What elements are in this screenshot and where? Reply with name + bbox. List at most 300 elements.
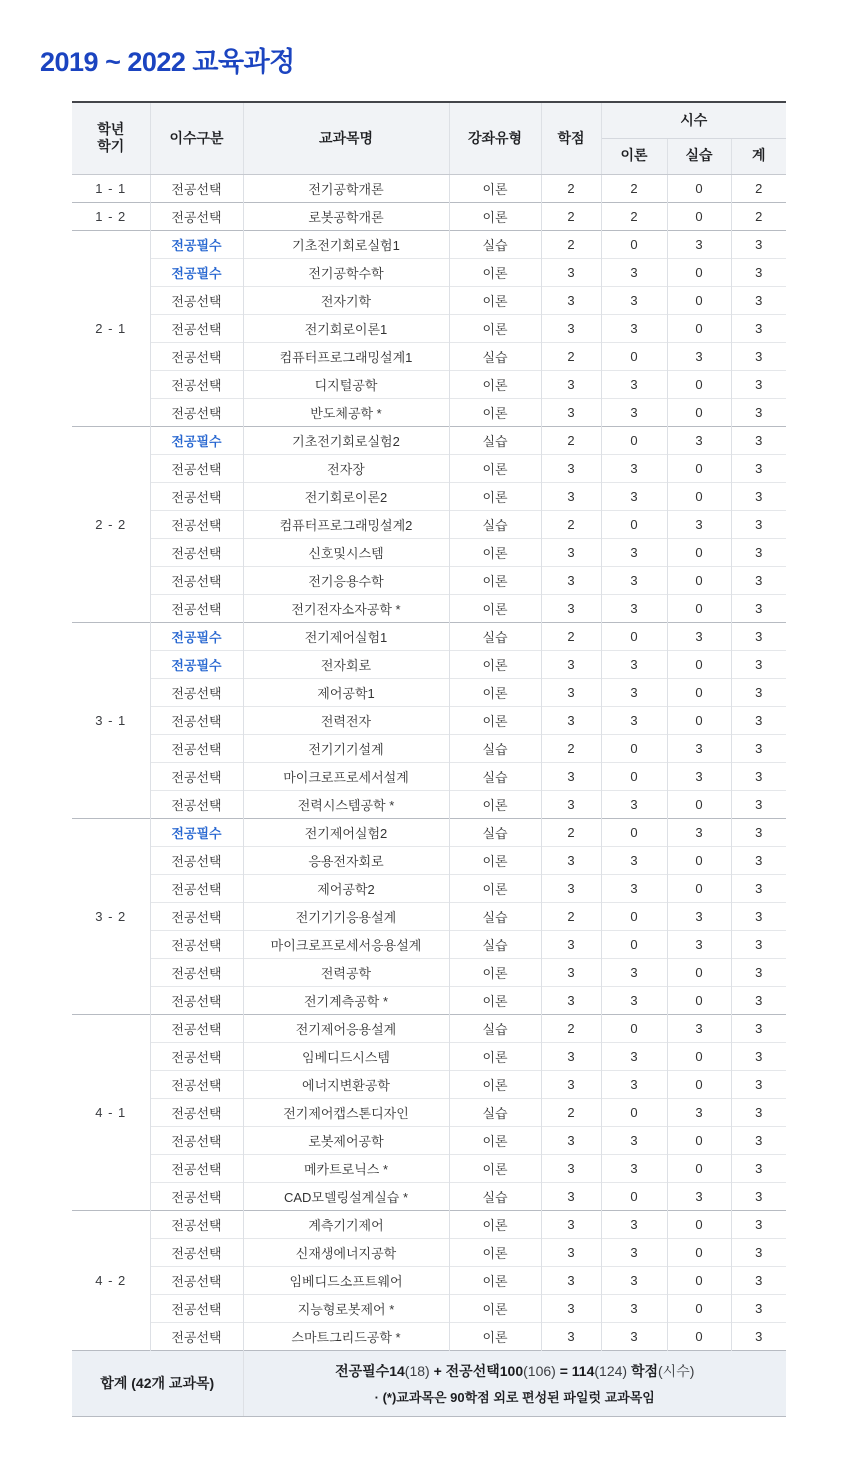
col-header-semester-line1: 학년 — [97, 120, 125, 137]
practice-hours-cell: 3 — [667, 622, 731, 650]
theory-hours-cell: 3 — [601, 874, 667, 902]
course-row — [72, 1098, 786, 1126]
credit-cell: 2 — [541, 174, 601, 202]
theory-hours-cell: 3 — [601, 1154, 667, 1182]
theory-hours-cell: 3 — [601, 1070, 667, 1098]
total-hours-cell: 3 — [731, 426, 786, 454]
credit-cell: 3 — [541, 1126, 601, 1154]
course-type-cell: 전공선택 — [150, 734, 243, 762]
course-row — [72, 650, 786, 678]
practice-hours-cell: 3 — [667, 930, 731, 958]
course-row — [72, 1294, 786, 1322]
lecture-type-cell: 실습 — [449, 230, 541, 258]
total-hours-cell: 3 — [731, 846, 786, 874]
lecture-type-cell: 이론 — [449, 986, 541, 1014]
course-name-cell: 전기제어캡스톤디자인 — [243, 1098, 449, 1126]
theory-hours-cell: 3 — [601, 846, 667, 874]
course-row — [72, 1238, 786, 1266]
course-row — [72, 1322, 786, 1350]
course-row — [72, 790, 786, 818]
course-row — [72, 1210, 786, 1238]
lecture-type-cell: 이론 — [449, 1154, 541, 1182]
course-type-cell: 전공선택 — [150, 566, 243, 594]
theory-hours-cell: 2 — [601, 202, 667, 230]
practice-hours-cell: 3 — [667, 762, 731, 790]
practice-hours-cell: 0 — [667, 594, 731, 622]
col-header-hours: 시수 — [601, 102, 786, 138]
total-hours-cell: 3 — [731, 1294, 786, 1322]
summary-note: · (*)교과목은 90학점 외로 편성된 파일럿 교과목임 — [374, 1389, 655, 1405]
course-type-cell: 전공선택 — [150, 174, 243, 202]
summary-formula-segment: (시수) — [658, 1362, 695, 1379]
course-type-cell: 전공필수 — [150, 426, 243, 454]
course-type-cell: 전공선택 — [150, 398, 243, 426]
course-name-cell: 컴퓨터프로그래밍설계1 — [243, 342, 449, 370]
lecture-type-cell: 실습 — [449, 762, 541, 790]
course-row — [72, 762, 786, 790]
course-name-cell: 전기제어응용설계 — [243, 1014, 449, 1042]
semester-cell: 3 - 1 — [72, 622, 150, 818]
lecture-type-cell: 이론 — [449, 538, 541, 566]
theory-hours-cell: 3 — [601, 650, 667, 678]
credit-cell: 3 — [541, 790, 601, 818]
summary-formula-segment: 114 — [571, 1362, 595, 1379]
semester-cell: 1 - 1 — [72, 174, 150, 202]
semester-cell: 3 - 2 — [72, 818, 150, 1014]
summary-formula-segment: + — [429, 1362, 446, 1379]
practice-hours-cell: 0 — [667, 650, 731, 678]
practice-hours-cell: 3 — [667, 342, 731, 370]
col-header-credits: 학점 — [541, 102, 601, 174]
lecture-type-cell: 실습 — [449, 342, 541, 370]
lecture-type-cell: 실습 — [449, 930, 541, 958]
theory-hours-cell: 3 — [601, 790, 667, 818]
lecture-type-cell: 이론 — [449, 482, 541, 510]
course-row — [72, 1182, 786, 1210]
practice-hours-cell: 3 — [667, 426, 731, 454]
total-hours-cell: 3 — [731, 986, 786, 1014]
total-hours-cell: 3 — [731, 958, 786, 986]
credit-cell: 3 — [541, 1266, 601, 1294]
course-row — [72, 230, 786, 258]
total-hours-cell: 3 — [731, 1238, 786, 1266]
total-hours-cell: 3 — [731, 286, 786, 314]
course-type-cell: 전공선택 — [150, 510, 243, 538]
course-type-cell: 전공선택 — [150, 286, 243, 314]
course-type-cell: 전공선택 — [150, 902, 243, 930]
practice-hours-cell: 0 — [667, 1042, 731, 1070]
credit-cell: 2 — [541, 622, 601, 650]
theory-hours-cell: 0 — [601, 902, 667, 930]
course-type-cell: 전공필수 — [150, 230, 243, 258]
total-hours-cell: 3 — [731, 1210, 786, 1238]
practice-hours-cell: 3 — [667, 734, 731, 762]
total-hours-cell: 3 — [731, 1154, 786, 1182]
course-row — [72, 1154, 786, 1182]
theory-hours-cell: 3 — [601, 1238, 667, 1266]
credit-cell: 3 — [541, 286, 601, 314]
practice-hours-cell: 0 — [667, 706, 731, 734]
practice-hours-cell: 0 — [667, 258, 731, 286]
summary-formula — [244, 1361, 787, 1381]
total-hours-cell: 3 — [731, 706, 786, 734]
credit-cell: 3 — [541, 958, 601, 986]
practice-hours-cell: 3 — [667, 1182, 731, 1210]
semester-cell: 1 - 2 — [72, 202, 150, 230]
theory-hours-cell: 3 — [601, 986, 667, 1014]
lecture-type-cell: 이론 — [449, 286, 541, 314]
credit-cell: 3 — [541, 482, 601, 510]
course-type-cell: 전공선택 — [150, 958, 243, 986]
lecture-type-cell: 이론 — [449, 174, 541, 202]
credit-cell: 3 — [541, 1042, 601, 1070]
theory-hours-cell: 2 — [601, 174, 667, 202]
credit-cell: 2 — [541, 1014, 601, 1042]
course-type-cell: 전공선택 — [150, 1322, 243, 1350]
lecture-type-cell: 이론 — [449, 1294, 541, 1322]
course-type-cell: 전공선택 — [150, 762, 243, 790]
practice-hours-cell: 0 — [667, 958, 731, 986]
credit-cell: 2 — [541, 1098, 601, 1126]
total-hours-cell: 3 — [731, 342, 786, 370]
theory-hours-cell: 0 — [601, 342, 667, 370]
total-hours-cell: 3 — [731, 566, 786, 594]
theory-hours-cell: 3 — [601, 706, 667, 734]
total-count-label: 합계 (42개 교과목) — [72, 1350, 243, 1416]
practice-hours-cell: 0 — [667, 174, 731, 202]
theory-hours-cell: 3 — [601, 1294, 667, 1322]
course-name-cell: 에너지변환공학 — [243, 1070, 449, 1098]
col-header-course-name: 교과목명 — [243, 102, 449, 174]
course-row — [72, 174, 786, 202]
lecture-type-cell: 이론 — [449, 706, 541, 734]
practice-hours-cell: 3 — [667, 230, 731, 258]
total-hours-cell: 3 — [731, 650, 786, 678]
course-row — [72, 818, 786, 846]
total-hours-cell: 3 — [731, 930, 786, 958]
total-hours-cell: 3 — [731, 370, 786, 398]
course-name-cell: 제어공학1 — [243, 678, 449, 706]
course-name-cell: 임베디드시스템 — [243, 1042, 449, 1070]
theory-hours-cell: 0 — [601, 622, 667, 650]
total-hours-cell: 3 — [731, 818, 786, 846]
lecture-type-cell: 이론 — [449, 314, 541, 342]
course-row — [72, 986, 786, 1014]
credit-cell: 3 — [541, 1070, 601, 1098]
course-row — [72, 426, 786, 454]
lecture-type-cell: 이론 — [449, 370, 541, 398]
theory-hours-cell: 3 — [601, 1126, 667, 1154]
lecture-type-cell: 이론 — [449, 398, 541, 426]
course-row — [72, 454, 786, 482]
course-row — [72, 286, 786, 314]
course-type-cell: 전공선택 — [150, 1266, 243, 1294]
course-name-cell: 전기회로이론1 — [243, 314, 449, 342]
course-row — [72, 1042, 786, 1070]
col-header-course-type: 이수구분 — [150, 102, 243, 174]
course-row — [72, 902, 786, 930]
practice-hours-cell: 0 — [667, 538, 731, 566]
semester-cell: 4 - 2 — [72, 1210, 150, 1350]
lecture-type-cell: 실습 — [449, 1098, 541, 1126]
course-name-cell: 전기회로이론2 — [243, 482, 449, 510]
course-name-cell: 전력시스템공학 * — [243, 790, 449, 818]
course-name-cell: 컴퓨터프로그래밍설계2 — [243, 510, 449, 538]
theory-hours-cell: 0 — [601, 762, 667, 790]
lecture-type-cell: 실습 — [449, 818, 541, 846]
theory-hours-cell: 0 — [601, 1182, 667, 1210]
credit-cell: 3 — [541, 258, 601, 286]
course-name-cell: 전기제어실험1 — [243, 622, 449, 650]
course-name-cell: 신호및시스템 — [243, 538, 449, 566]
total-hours-cell: 3 — [731, 230, 786, 258]
summary-formula-segment: 전공선택100 — [445, 1362, 524, 1379]
total-hours-cell: 3 — [731, 678, 786, 706]
theory-hours-cell: 3 — [601, 1266, 667, 1294]
credit-cell: 3 — [541, 1322, 601, 1350]
practice-hours-cell: 0 — [667, 314, 731, 342]
course-row — [72, 1014, 786, 1042]
summary-formula-segment: 전공필수14 — [335, 1362, 405, 1379]
credit-cell: 3 — [541, 1154, 601, 1182]
semester-cell: 2 - 2 — [72, 426, 150, 622]
course-row — [72, 510, 786, 538]
lecture-type-cell: 실습 — [449, 510, 541, 538]
theory-hours-cell: 0 — [601, 734, 667, 762]
table-header — [72, 102, 786, 174]
course-row — [72, 678, 786, 706]
summary-formula-segment: (106) — [523, 1362, 556, 1379]
lecture-type-cell: 이론 — [449, 454, 541, 482]
practice-hours-cell: 0 — [667, 1294, 731, 1322]
total-hours-cell: 3 — [731, 1126, 786, 1154]
total-hours-cell: 3 — [731, 454, 786, 482]
theory-hours-cell: 3 — [601, 454, 667, 482]
course-type-cell: 전공선택 — [150, 1210, 243, 1238]
practice-hours-cell: 0 — [667, 874, 731, 902]
semester-cell: 2 - 1 — [72, 230, 150, 426]
summary-formula-segment: (18) — [404, 1362, 430, 1379]
course-type-cell: 전공선택 — [150, 1014, 243, 1042]
credit-cell: 3 — [541, 706, 601, 734]
total-hours-cell: 3 — [731, 790, 786, 818]
course-name-cell: 기초전기회로실험1 — [243, 230, 449, 258]
practice-hours-cell: 0 — [667, 398, 731, 426]
curriculum-body — [72, 174, 786, 1350]
theory-hours-cell: 3 — [601, 1042, 667, 1070]
lecture-type-cell: 실습 — [449, 622, 541, 650]
course-name-cell: 기초전기회로실험2 — [243, 426, 449, 454]
theory-hours-cell: 3 — [601, 958, 667, 986]
course-row — [72, 930, 786, 958]
theory-hours-cell: 3 — [601, 566, 667, 594]
course-name-cell: 전자기학 — [243, 286, 449, 314]
practice-hours-cell: 0 — [667, 1322, 731, 1350]
total-hours-cell: 3 — [731, 902, 786, 930]
theory-hours-cell: 3 — [601, 538, 667, 566]
practice-hours-cell: 0 — [667, 846, 731, 874]
practice-hours-cell: 0 — [667, 1154, 731, 1182]
course-type-cell: 전공선택 — [150, 538, 243, 566]
semester-cell: 4 - 1 — [72, 1014, 150, 1210]
credit-cell: 2 — [541, 734, 601, 762]
course-type-cell: 전공선택 — [150, 202, 243, 230]
course-name-cell: 전기계측공학 * — [243, 986, 449, 1014]
practice-hours-cell: 3 — [667, 510, 731, 538]
course-row — [72, 258, 786, 286]
col-header-semester — [72, 102, 150, 174]
course-row — [72, 958, 786, 986]
course-row — [72, 846, 786, 874]
col-header-practice: 실습 — [667, 138, 731, 174]
course-type-cell: 전공필수 — [150, 258, 243, 286]
lecture-type-cell: 실습 — [449, 902, 541, 930]
course-name-cell: 스마트그리드공학 * — [243, 1322, 449, 1350]
col-header-lecture-type: 강좌유형 — [449, 102, 541, 174]
lecture-type-cell: 이론 — [449, 1238, 541, 1266]
total-hours-cell: 3 — [731, 762, 786, 790]
course-row — [72, 622, 786, 650]
summary-formula-segment: 학점 — [627, 1362, 659, 1379]
course-name-cell: 응용전자회로 — [243, 846, 449, 874]
course-type-cell: 전공선택 — [150, 342, 243, 370]
total-hours-cell: 3 — [731, 1042, 786, 1070]
header-row-1 — [72, 102, 786, 138]
course-row — [72, 1070, 786, 1098]
practice-hours-cell: 0 — [667, 286, 731, 314]
credit-cell: 3 — [541, 930, 601, 958]
course-row — [72, 398, 786, 426]
lecture-type-cell: 이론 — [449, 566, 541, 594]
practice-hours-cell: 0 — [667, 454, 731, 482]
lecture-type-cell: 이론 — [449, 1322, 541, 1350]
credit-cell: 3 — [541, 650, 601, 678]
course-row — [72, 734, 786, 762]
total-hours-cell: 3 — [731, 258, 786, 286]
theory-hours-cell: 3 — [601, 678, 667, 706]
course-name-cell: 전력공학 — [243, 958, 449, 986]
course-name-cell: 메카트로닉스 * — [243, 1154, 449, 1182]
total-hours-cell: 2 — [731, 174, 786, 202]
credit-cell: 3 — [541, 846, 601, 874]
total-hours-cell: 3 — [731, 1182, 786, 1210]
course-row — [72, 706, 786, 734]
lecture-type-cell: 이론 — [449, 1042, 541, 1070]
credit-cell: 3 — [541, 762, 601, 790]
course-name-cell: 디지털공학 — [243, 370, 449, 398]
course-name-cell: 전자회로 — [243, 650, 449, 678]
credit-cell: 3 — [541, 874, 601, 902]
course-name-cell: 전력전자 — [243, 706, 449, 734]
credit-cell: 2 — [541, 818, 601, 846]
practice-hours-cell: 0 — [667, 986, 731, 1014]
practice-hours-cell: 0 — [667, 678, 731, 706]
summary-row — [72, 1350, 786, 1416]
course-type-cell: 전공선택 — [150, 1098, 243, 1126]
theory-hours-cell: 3 — [601, 370, 667, 398]
lecture-type-cell: 이론 — [449, 874, 541, 902]
practice-hours-cell: 0 — [667, 566, 731, 594]
course-row — [72, 314, 786, 342]
lecture-type-cell: 이론 — [449, 594, 541, 622]
theory-hours-cell: 3 — [601, 482, 667, 510]
course-type-cell: 전공선택 — [150, 678, 243, 706]
lecture-type-cell: 이론 — [449, 1070, 541, 1098]
course-type-cell: 전공선택 — [150, 1126, 243, 1154]
lecture-type-cell: 이론 — [449, 202, 541, 230]
course-type-cell: 전공선택 — [150, 706, 243, 734]
theory-hours-cell: 0 — [601, 426, 667, 454]
course-type-cell: 전공선택 — [150, 1238, 243, 1266]
theory-hours-cell: 3 — [601, 286, 667, 314]
course-type-cell: 전공선택 — [150, 482, 243, 510]
course-row — [72, 538, 786, 566]
col-header-theory: 이론 — [601, 138, 667, 174]
curriculum-table — [72, 101, 786, 1417]
course-name-cell: 전기응용수학 — [243, 566, 449, 594]
course-name-cell: 전기공학개론 — [243, 174, 449, 202]
theory-hours-cell: 0 — [601, 818, 667, 846]
course-type-cell: 전공선택 — [150, 790, 243, 818]
theory-hours-cell: 3 — [601, 398, 667, 426]
course-type-cell: 전공필수 — [150, 818, 243, 846]
practice-hours-cell: 0 — [667, 1126, 731, 1154]
course-row — [72, 566, 786, 594]
total-hours-cell: 3 — [731, 622, 786, 650]
course-type-cell: 전공선택 — [150, 1182, 243, 1210]
credit-cell: 3 — [541, 1210, 601, 1238]
lecture-type-cell: 이론 — [449, 1266, 541, 1294]
course-type-cell: 전공선택 — [150, 454, 243, 482]
course-name-cell: 로봇공학개론 — [243, 202, 449, 230]
lecture-type-cell: 실습 — [449, 1014, 541, 1042]
course-name-cell: CAD모델링설계실습 * — [243, 1182, 449, 1210]
practice-hours-cell: 0 — [667, 202, 731, 230]
lecture-type-cell: 이론 — [449, 650, 541, 678]
course-name-cell: 전자장 — [243, 454, 449, 482]
lecture-type-cell: 실습 — [449, 734, 541, 762]
total-hours-cell: 3 — [731, 1266, 786, 1294]
theory-hours-cell: 3 — [601, 258, 667, 286]
course-name-cell: 계측기기제어 — [243, 1210, 449, 1238]
summary-formula-segment: = — [555, 1362, 572, 1379]
course-type-cell: 전공선택 — [150, 1042, 243, 1070]
practice-hours-cell: 0 — [667, 1238, 731, 1266]
credit-cell: 3 — [541, 1294, 601, 1322]
theory-hours-cell: 0 — [601, 1098, 667, 1126]
course-type-cell: 전공선택 — [150, 594, 243, 622]
course-type-cell: 전공선택 — [150, 1070, 243, 1098]
lecture-type-cell: 이론 — [449, 678, 541, 706]
theory-hours-cell: 3 — [601, 1322, 667, 1350]
practice-hours-cell: 0 — [667, 482, 731, 510]
lecture-type-cell: 이론 — [449, 846, 541, 874]
table-footer — [72, 1350, 786, 1416]
practice-hours-cell: 3 — [667, 902, 731, 930]
course-type-cell: 전공필수 — [150, 622, 243, 650]
total-hours-cell: 3 — [731, 538, 786, 566]
course-type-cell: 전공선택 — [150, 1294, 243, 1322]
practice-hours-cell: 0 — [667, 1210, 731, 1238]
course-name-cell: 전기기기설계 — [243, 734, 449, 762]
lecture-type-cell: 이론 — [449, 790, 541, 818]
course-name-cell: 지능형로봇제어 * — [243, 1294, 449, 1322]
theory-hours-cell: 0 — [601, 230, 667, 258]
course-type-cell: 전공필수 — [150, 650, 243, 678]
credit-cell: 3 — [541, 1182, 601, 1210]
total-hours-cell: 3 — [731, 1014, 786, 1042]
practice-hours-cell: 0 — [667, 1070, 731, 1098]
